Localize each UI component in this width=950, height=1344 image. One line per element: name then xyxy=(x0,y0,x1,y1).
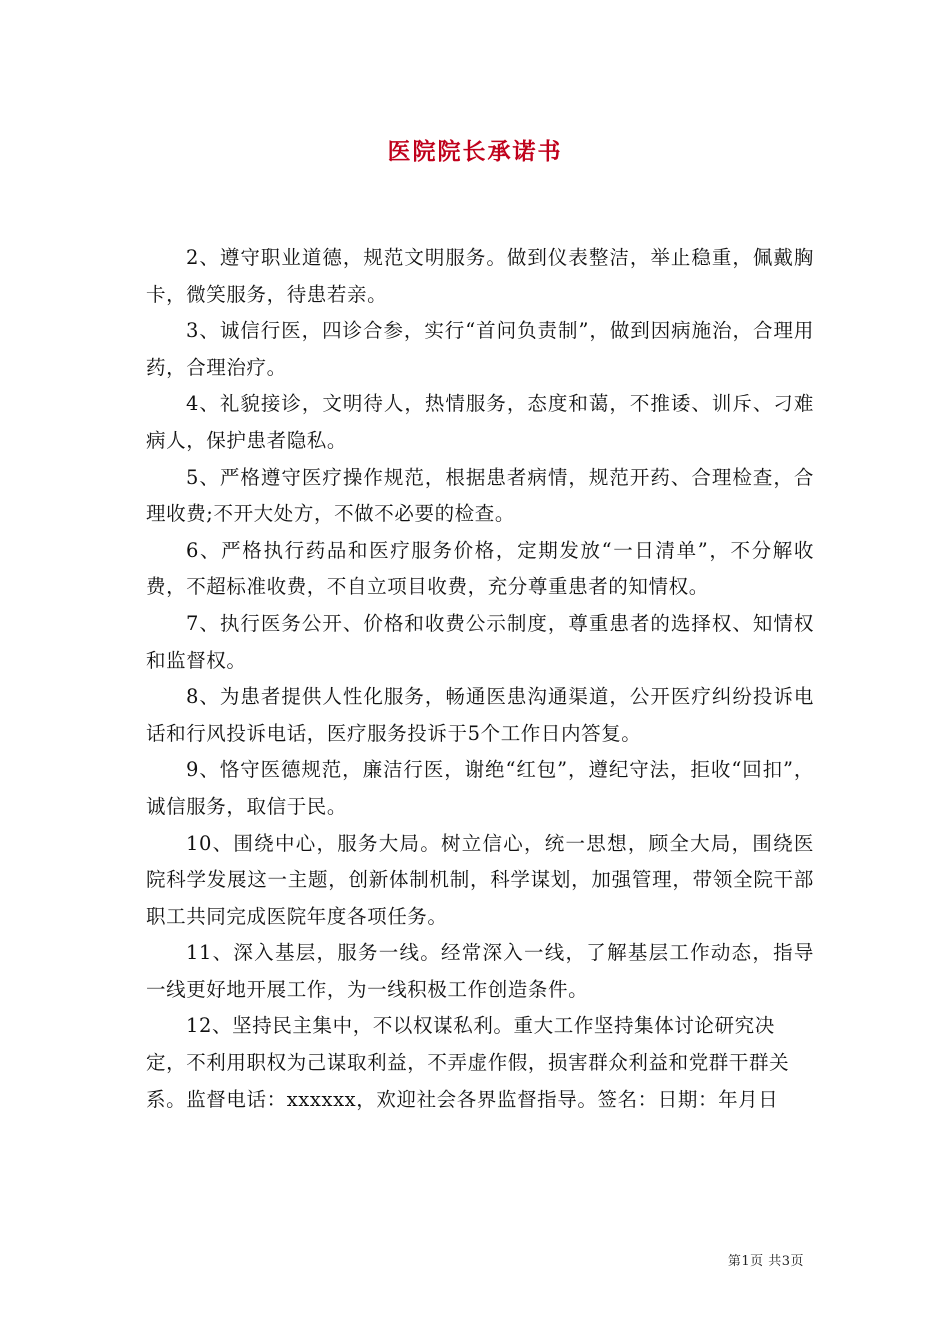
page-number-footer: 第1页 共3页 xyxy=(727,1254,804,1269)
paragraph-item-4: 4、礼貌接诊，文明待人，热情服务，态度和蔼，不推诿、训斥、刁难病人，保护患者隐私。 xyxy=(146,392,814,452)
paragraph-item-9: 9、恪守医德规范，廉洁行医，谢绝“红包”，遵纪守法，拒收“回扣”，诚信服务，取信于民。 xyxy=(146,758,814,818)
paragraph-item-2: 2、遵守职业道德，规范文明服务。做到仪表整洁，举止稳重，佩戴胸卡，微笑服务，待患若亲。 xyxy=(146,246,814,306)
paragraph-item-3: 3、诚信行医，四诊合参，实行“首问负责制”，做到因病施治，合理用药，合理治疗。 xyxy=(146,319,814,379)
paragraph-item-12: 12、坚持民主集中，不以权谋私利。重大工作坚持集体讨论研究决定，不利用职权为己谋取利益，不弄虚作假，损害群众利益和党群干群关系。监督电话：xxxxxx，欢迎社会各界监督指导。签名：日期：年月日 xyxy=(146,1014,790,1111)
paragraph-item-11: 11、深入基层，服务一线。经常深入一线，了解基层工作动态，指导一线更好地开展工作，为一线积极工作创造条件。 xyxy=(146,941,814,1001)
paragraph-item-7: 7、执行医务公开、价格和收费公示制度，尊重患者的选择权、知情权和监督权。 xyxy=(146,611,814,672)
document-body xyxy=(146,240,814,1118)
paragraph-item-8: 8、为患者提供人性化服务，畅通医患沟通渠道，公开医疗纠纷投诉电话和行风投诉电话，医疗服务投诉于5个工作日内答复。 xyxy=(146,685,814,745)
paragraph-item-5: 5、严格遵守医疗操作规范，根据患者病情，规范开药、合理检查，合理收费;不开大处方，不做不必要的检查。 xyxy=(146,465,814,526)
document-title: 医院院长承诺书 xyxy=(387,138,563,165)
paragraph-item-10: 10、围绕中心，服务大局。树立信心，统一思想，顾全大局，围绕医院科学发展这一主题，创新体制机制，科学谋划，加强管理，带领全院干部职工共同完成医院年度各项任务。 xyxy=(146,831,814,928)
paragraph-item-6: 6、严格执行药品和医疗服务价格，定期发放“一日清单”，不分解收费，不超标准收费，不自立项目收费，充分尊重患者的知情权。 xyxy=(146,538,814,599)
